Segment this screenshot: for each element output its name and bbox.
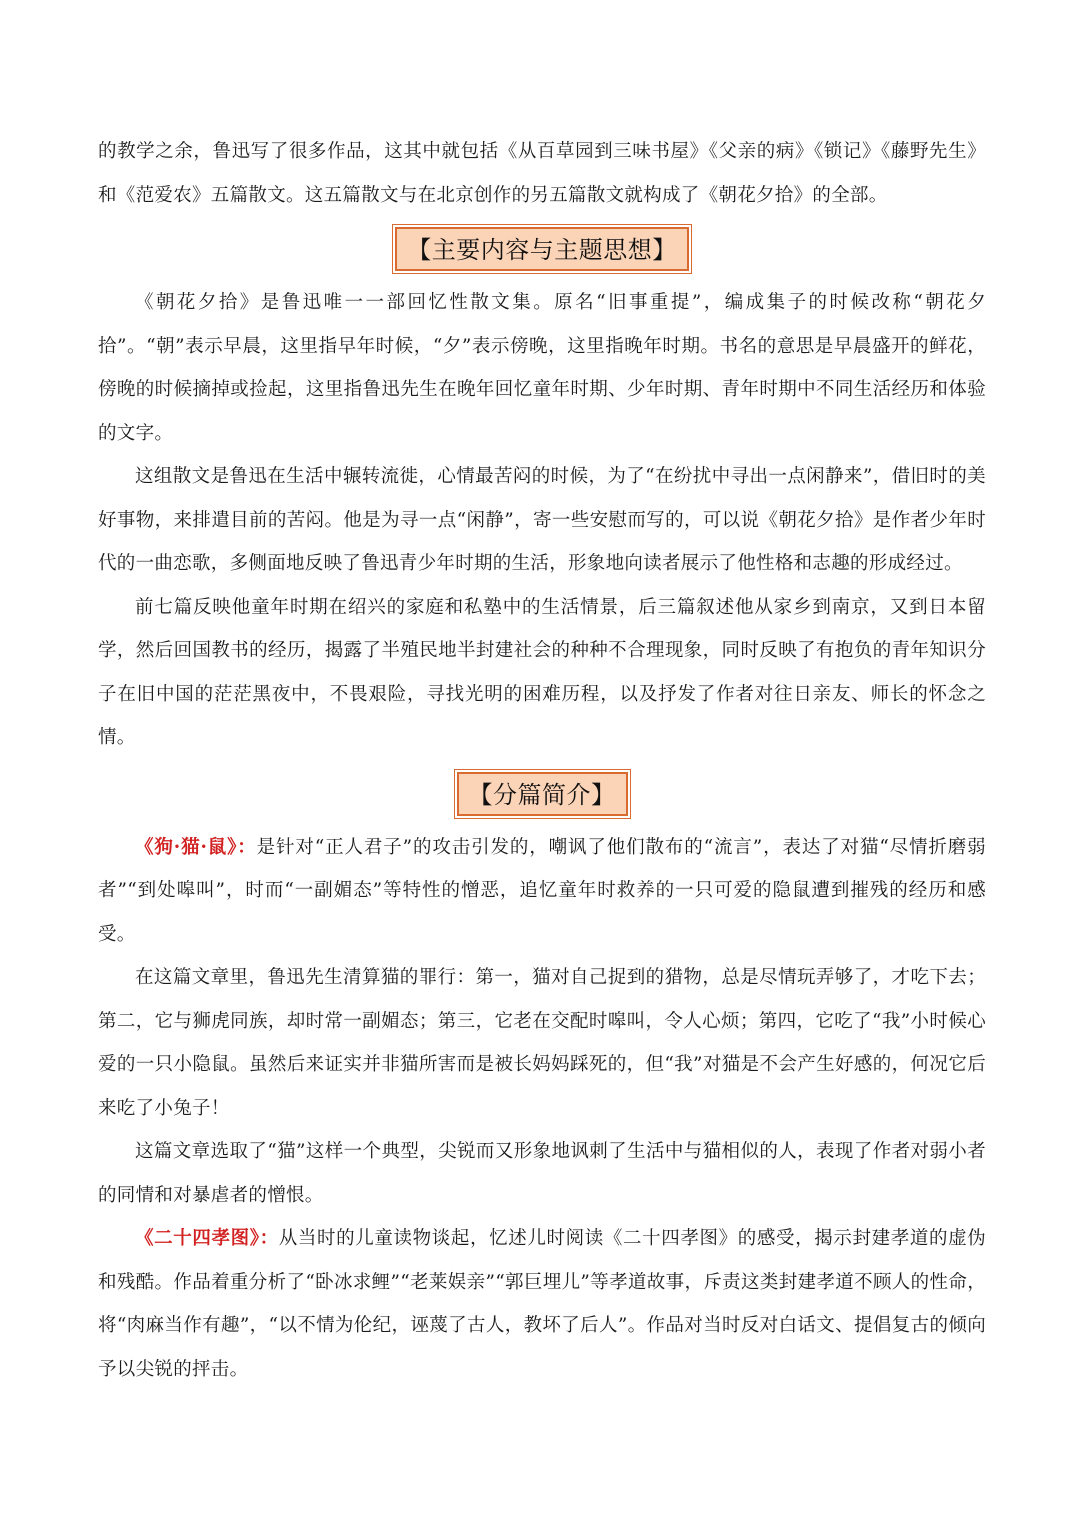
- intro-paragraph: 的教学之余，鲁迅写了很多作品，这其中就包括《从百草园到三味书屋》《父亲的病》《锁记》《藤野先生》和《范爱农》五篇散文。这五篇散文与在北京创作的另五篇散文就构成了《朝花夕拾》的全部。: [98, 141, 986, 206]
- dog-cat-mouse-paragraph-2: 这篇文章选取了“猫”这样一个典型，尖锐而又形象地讽刺了生活中与猫相似的人，表现了作者对弱小者的同情和对暴虐者的憎恨。: [98, 1141, 986, 1206]
- twenty-four-filial-summary-text: 从当时的儿童读物谈起，忆述儿时阅读《二十四孝图》的感受，揭示封建孝道的虚伪和残酷。作品着重分析了“卧冰求鲤”“老莱娱亲”“郭巨埋儿”等孝道故事，斥责这类封建孝道不顾人的性命，将“肉麻当作有趣”，“以不情为伦纪，诬蔑了古人，教坏了后人”。作品对当时反对白话文、提倡复古的倾向予以尖锐的抨击。: [98, 1228, 986, 1380]
- dog-cat-mouse-summary-text: 是针对“正人君子”的攻击引发的，嘲讽了他们散布的“流言”，表达了对猫“尽情折磨弱者”“到处嗥叫”，时而“一副媚态”等特性的憎恶，追忆童年时救养的一只可爱的隐鼠遭到摧残的经历和感受。: [98, 836, 986, 945]
- chapters-heading-wrap: [98, 772, 986, 816]
- dog-cat-mouse-title: 《狗·猫·鼠》：: [135, 836, 257, 858]
- main-content-heading-wrap: [98, 227, 986, 271]
- main-paragraph-1: 《朝花夕拾》是鲁迅唯一一部回忆性散文集。原名“旧事重提”，编成集子的时候改称“朝花夕拾”。“朝”表示早晨，这里指早年时候，“夕”表示傍晚，这里指晚年时期。书名的意思是早晨盛开的鲜花，傍晚的时候摘掉或捡起，这里指鲁迅先生在晚年回忆童年时期、少年时期、青年时期中不同生活经历和体验的文字。: [98, 292, 986, 444]
- twenty-four-filial-summary: [98, 1217, 986, 1391]
- chapters-heading: 【分篇简介】: [457, 772, 628, 816]
- main-paragraph-3: 前七篇反映他童年时期在绍兴的家庭和私塾中的生活情景，后三篇叙述他从家乡到南京，又到日本留学，然后回国教书的经历，揭露了半殖民地半封建社会的种种不合理现象，同时反映了有抱负的青年知识分子在旧中国的茫茫黑夜中，不畏艰险，寻找光明的困难历程，以及抒发了作者对往日亲友、师长的怀念之情。: [98, 596, 986, 748]
- twenty-four-filial-title: 《二十四孝图》：: [135, 1228, 279, 1249]
- dog-cat-mouse-paragraph-1: 在这篇文章里，鲁迅先生清算猫的罪行：第一，猫对自己捉到的猎物，总是尽情玩弄够了，才吃下去；第二，它与狮虎同族，却时常一副媚态；第三，它老在交配时嗥叫，令人心烦；第四，它吃了“我”小时候心爱的一只小隐鼠。虽然后来证实并非猫所害而是被长妈妈踩死的，但“我”对猫是不会产生好感的，何况它后来吃了小兔子！: [98, 967, 986, 1119]
- document-page: [98, 130, 986, 1391]
- dog-cat-mouse-summary: [98, 826, 986, 957]
- main-content-heading: 【主要内容与主题思想】: [395, 227, 689, 271]
- main-paragraph-2: 这组散文是鲁迅在生活中辗转流徙，心情最苦闷的时候，为了“在纷扰中寻出一点闲静来”，借旧时的美好事物，来排遣目前的苦闷。他是为寻一点“闲静”，寄一些安慰而写的，可以说《朝花夕拾》是作者少年时代的一曲恋歌，多侧面地反映了鲁迅青少年时期的生活，形象地向读者展示了他性格和志趣的形成经过。: [98, 466, 986, 574]
